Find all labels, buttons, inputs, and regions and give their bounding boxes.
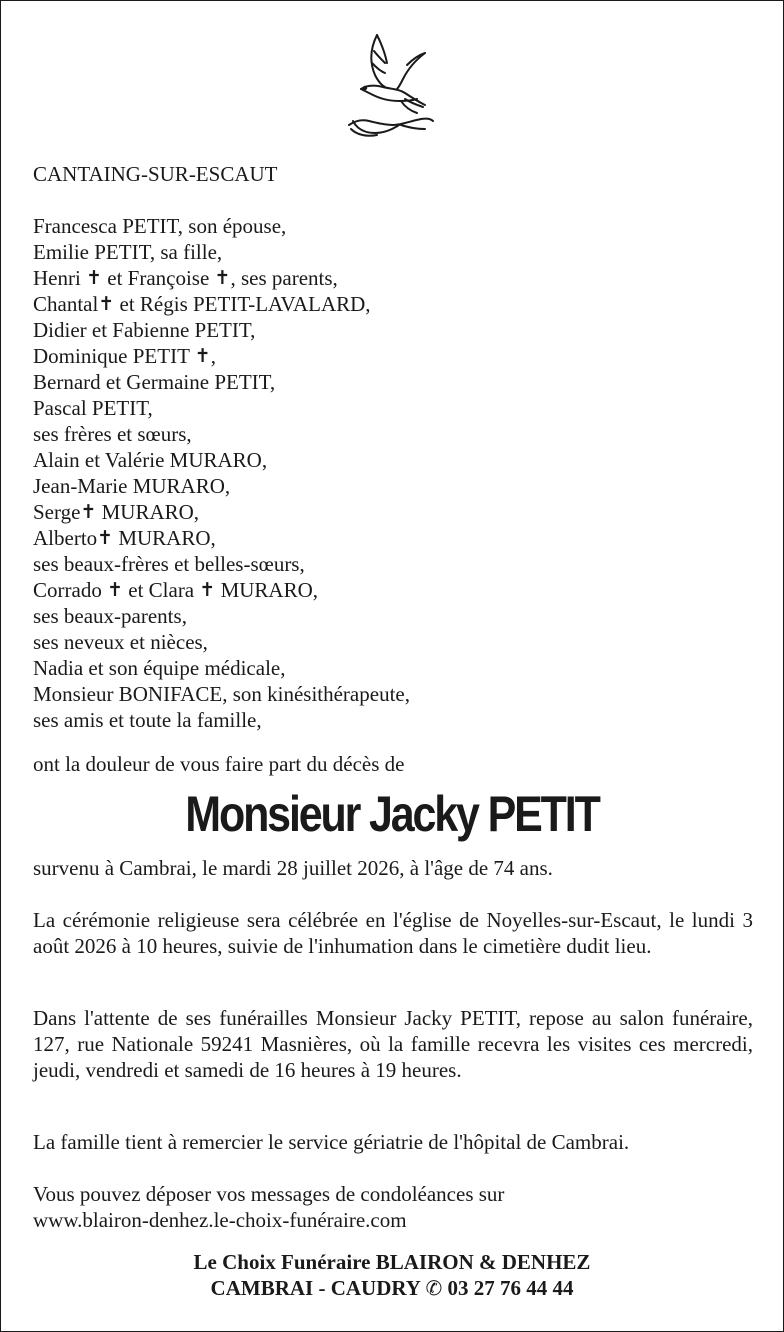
town-name: CANTAING-SUR-ESCAUT [33,162,278,186]
family-line: Alain et Valérie MURARO, [33,448,268,472]
funeral-home-phone[interactable]: 03 27 76 44 44 [447,1276,574,1300]
family-line: ses beaux-parents, [33,604,187,628]
family-line: Nadia et son équipe médicale, [33,656,286,680]
cross-icon: ✝ [199,579,216,601]
family-line: Chantal✝ et Régis PETIT-LAVALARD, [33,292,371,316]
funeral-home-name: Le Choix Funéraire BLAIRON & DENHEZ [193,1250,591,1274]
family-line: Didier et Fabienne PETIT, [33,318,256,342]
condolences-website[interactable]: www.blairon-denhez.le-choix-funéraire.com [33,1208,407,1232]
cross-icon: ✝ [107,579,123,601]
family-line: Serge✝ MURARO, [33,500,200,524]
family-line: ses frères et sœurs, [33,422,192,446]
announcement: ont la douleur de vous faire part du décès de [33,752,405,776]
condolences-text: Vous pouvez déposer vos messages de condoléances sur [33,1182,505,1206]
family-list [33,213,753,733]
family-line: Corrado ✝ et Clara ✝ MURARO, [33,578,318,602]
deceased-name: Monsieur Jacky PETIT [185,786,599,842]
cross-icon: ✝ [98,293,115,315]
family-line: ses neveux et nièces, [33,630,208,654]
dove-hands-icon [341,29,441,144]
cross-icon: ✝ [97,527,114,549]
family-line: ses amis et toute la famille, [33,708,262,732]
funeral-home-towns: CAMBRAI - CAUDRY [210,1276,421,1300]
cross-icon: ✝ [80,501,97,523]
visitation-paragraph: Dans l'attente de ses funérailles Monsieur Jacky PETIT, repose au salon funéraire, 127, rue Nationale 59241 Masnières, où la famille recevra les visites ces mercredi, jeudi, vendredi et samedi de 16 heures à 19 heures. [33,1006,753,1082]
family-line: Emilie PETIT, sa fille, [33,240,223,264]
family-line: Francesca PETIT, son épouse, [33,214,287,238]
cross-icon: ✝ [214,267,231,289]
thanks-paragraph: La famille tient à remercier le service gériatrie de l'hôpital de Cambrai. [33,1130,630,1154]
family-line: Jean-Marie MURARO, [33,474,231,498]
cross-icon: ✝ [86,267,102,289]
funeral-home-contact [1,1275,783,1301]
condolences-paragraph [33,1181,753,1233]
phone-icon: ✆ [425,1276,443,1300]
family-line: Pascal PETIT, [33,396,153,420]
family-line: ses beaux-frères et belles-sœurs, [33,552,305,576]
death-paragraph: survenu à Cambrai, le mardi 28 juillet 2026, à l'âge de 74 ans. [33,856,553,880]
family-line: Henri ✝ et Françoise ✝, ses parents, [33,266,338,290]
family-line: Bernard et Germaine PETIT, [33,370,276,394]
family-line: Alberto✝ MURARO, [33,526,216,550]
family-line: Dominique PETIT ✝, [33,344,216,368]
family-line: Monsieur BONIFACE, son kinésithérapeute, [33,682,410,706]
cross-icon: ✝ [194,345,211,367]
ceremony-paragraph: La cérémonie religieuse sera célébrée en l'église de Noyelles-sur-Escaut, le lundi 3 août 2026 à 10 heures, suivie de l'inhumation dans le cimetière dudit lieu. [33,908,753,958]
